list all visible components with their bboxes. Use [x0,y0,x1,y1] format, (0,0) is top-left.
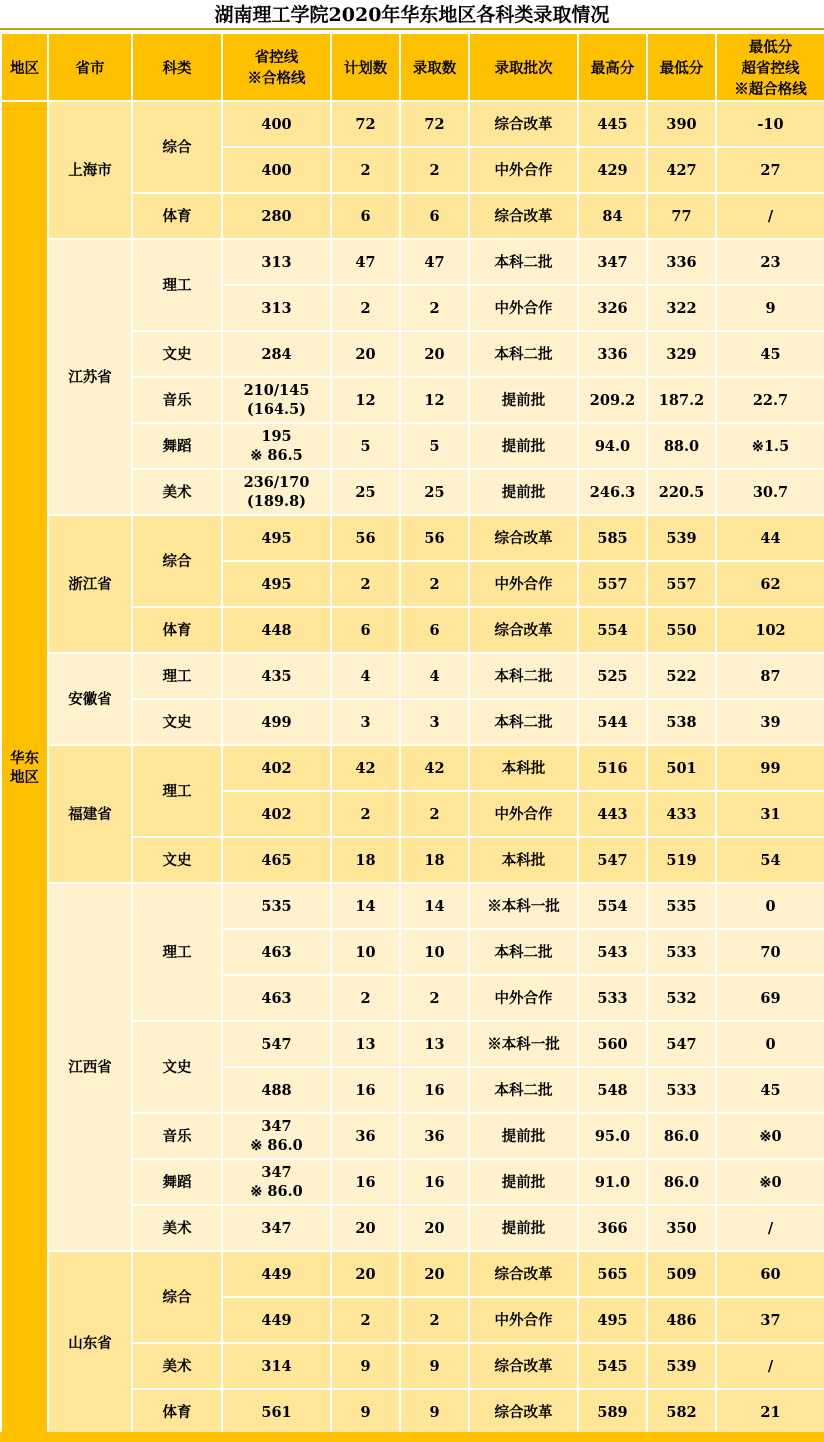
cell-min: 501 [647,745,716,791]
subject-cell: 理工 [132,239,222,331]
cell-plan: 6 [331,193,400,239]
cell-min: 350 [647,1205,716,1251]
cell-batch: 综合改革 [469,1251,578,1297]
cell-plan: 2 [331,791,400,837]
cell-admitted: 9 [400,1389,469,1435]
header-min-score: 最低分 [647,33,716,101]
cell-line: 210/145 (164.5) [222,377,331,423]
cell-plan: 36 [331,1113,400,1159]
cell-plan: 47 [331,239,400,285]
cell-over: 44 [716,515,824,561]
cell-min: 533 [647,1067,716,1113]
cell-batch: 综合改革 [469,1389,578,1435]
cell-plan: 25 [331,469,400,515]
cell-batch: 中外合作 [469,561,578,607]
cell-plan: 4 [331,653,400,699]
cell-admitted: 42 [400,745,469,791]
cell-min: 539 [647,515,716,561]
cell-min: 547 [647,1021,716,1067]
subject-cell: 舞蹈 [132,1159,222,1205]
cell-max: 585 [578,515,647,561]
cell-min: 486 [647,1297,716,1343]
cell-min: 220.5 [647,469,716,515]
cell-plan: 42 [331,745,400,791]
cell-line: 314 [222,1343,331,1389]
cell-batch: 提前批 [469,423,578,469]
cell-line: 313 [222,239,331,285]
cell-admitted: 4 [400,653,469,699]
cell-batch: ※本科一批 [469,1021,578,1067]
cell-admitted: 20 [400,1205,469,1251]
cell-over: 99 [716,745,824,791]
cell-min: 535 [647,883,716,929]
cell-plan: 5 [331,423,400,469]
cell-over: 45 [716,331,824,377]
cell-line: 195 ※ 86.5 [222,423,331,469]
subject-cell: 理工 [132,883,222,1021]
cell-admitted: 10 [400,929,469,975]
cell-over: 21 [716,1389,824,1435]
cell-admitted: 20 [400,1251,469,1297]
subject-cell: 文史 [132,331,222,377]
cell-max: 91.0 [578,1159,647,1205]
cell-max: 554 [578,883,647,929]
cell-admitted: 2 [400,561,469,607]
cell-max: 547 [578,837,647,883]
cell-min: 582 [647,1389,716,1435]
cell-over: 37 [716,1297,824,1343]
cell-plan: 20 [331,331,400,377]
cell-over: 69 [716,975,824,1021]
cell-plan: 2 [331,975,400,1021]
cell-over: 30.7 [716,469,824,515]
province-cell: 山东省 [48,1251,132,1435]
cell-over: 31 [716,791,824,837]
cell-over: / [716,193,824,239]
cell-admitted: 12 [400,377,469,423]
cell-batch: 中外合作 [469,975,578,1021]
cell-admitted: 6 [400,607,469,653]
subject-cell: 美术 [132,1205,222,1251]
cell-min: 509 [647,1251,716,1297]
cell-plan: 10 [331,929,400,975]
cell-plan: 20 [331,1251,400,1297]
cell-line: 448 [222,607,331,653]
cell-admitted: 56 [400,515,469,561]
cell-batch: 本科批 [469,837,578,883]
cell-over: / [716,1205,824,1251]
cell-line: 499 [222,699,331,745]
cell-line: 463 [222,975,331,1021]
cell-min: 533 [647,929,716,975]
cell-max: 495 [578,1297,647,1343]
cell-min: 519 [647,837,716,883]
cell-line: 465 [222,837,331,883]
cell-batch: ※本科一批 [469,883,578,929]
cell-line: 400 [222,147,331,193]
province-cell: 福建省 [48,745,132,883]
cell-max: 95.0 [578,1113,647,1159]
cell-line: 435 [222,653,331,699]
table-row [1,515,824,561]
cell-batch: 综合改革 [469,607,578,653]
cell-max: 246.3 [578,469,647,515]
cell-min: 86.0 [647,1113,716,1159]
cell-batch: 综合改革 [469,515,578,561]
cell-over: ※0 [716,1113,824,1159]
header-row [1,33,824,101]
cell-admitted: 5 [400,423,469,469]
cell-line: 488 [222,1067,331,1113]
cell-max: 589 [578,1389,647,1435]
cell-max: 543 [578,929,647,975]
cell-batch: 中外合作 [469,285,578,331]
cell-over: 0 [716,1021,824,1067]
table-row [1,653,824,699]
subject-cell: 美术 [132,469,222,515]
cell-over: 102 [716,607,824,653]
cell-max: 366 [578,1205,647,1251]
cell-min: 329 [647,331,716,377]
subject-cell: 文史 [132,699,222,745]
subject-cell: 文史 [132,1021,222,1113]
cell-line: 535 [222,883,331,929]
header-control-line: 省控线 ※合格线 [222,33,331,101]
cell-max: 445 [578,101,647,147]
cell-over: 87 [716,653,824,699]
cell-over: 60 [716,1251,824,1297]
cell-admitted: 2 [400,1297,469,1343]
cell-plan: 20 [331,1205,400,1251]
cell-batch: 本科批 [469,745,578,791]
cell-batch: 本科二批 [469,239,578,285]
cell-over: 27 [716,147,824,193]
cell-admitted: 16 [400,1159,469,1205]
cell-batch: 综合改革 [469,101,578,147]
province-cell: 江苏省 [48,239,132,515]
cell-min: 427 [647,147,716,193]
cell-over: 0 [716,883,824,929]
cell-admitted: 2 [400,791,469,837]
cell-admitted: 6 [400,193,469,239]
cell-max: 560 [578,1021,647,1067]
cell-max: 347 [578,239,647,285]
cell-line: 402 [222,745,331,791]
subject-cell: 综合 [132,1251,222,1343]
subject-cell: 音乐 [132,1113,222,1159]
cell-max: 336 [578,331,647,377]
cell-plan: 72 [331,101,400,147]
cell-max: 565 [578,1251,647,1297]
cell-over: ※1.5 [716,423,824,469]
cell-batch: 本科二批 [469,653,578,699]
cell-plan: 16 [331,1159,400,1205]
cell-admitted: 72 [400,101,469,147]
cell-batch: 本科二批 [469,929,578,975]
cell-max: 516 [578,745,647,791]
cell-min: 187.2 [647,377,716,423]
cell-over: 45 [716,1067,824,1113]
cell-line: 449 [222,1297,331,1343]
cell-max: 544 [578,699,647,745]
admission-table [0,32,824,1436]
cell-line: 561 [222,1389,331,1435]
subject-cell: 音乐 [132,377,222,423]
cell-admitted: 13 [400,1021,469,1067]
subject-cell: 理工 [132,653,222,699]
cell-min: 539 [647,1343,716,1389]
province-cell: 浙江省 [48,515,132,653]
cell-admitted: 14 [400,883,469,929]
cell-min: 322 [647,285,716,331]
cell-plan: 2 [331,285,400,331]
cell-batch: 中外合作 [469,1297,578,1343]
cell-batch: 本科二批 [469,699,578,745]
cell-over: 62 [716,561,824,607]
cell-plan: 9 [331,1343,400,1389]
cell-admitted: 20 [400,331,469,377]
cell-plan: 6 [331,607,400,653]
subject-cell: 理工 [132,745,222,837]
header-over-line: 最低分 超省控线 ※超合格线 [716,33,824,101]
cell-min: 88.0 [647,423,716,469]
cell-min: 538 [647,699,716,745]
cell-plan: 9 [331,1389,400,1435]
cell-admitted: 16 [400,1067,469,1113]
cell-admitted: 36 [400,1113,469,1159]
cell-line: 463 [222,929,331,975]
cell-plan: 2 [331,1297,400,1343]
cell-batch: 提前批 [469,1159,578,1205]
header-admitted: 录取数 [400,33,469,101]
cell-line: 236/170 (189.8) [222,469,331,515]
cell-over: 23 [716,239,824,285]
cell-plan: 3 [331,699,400,745]
header-batch: 录取批次 [469,33,578,101]
cell-min: 433 [647,791,716,837]
subject-cell: 舞蹈 [132,423,222,469]
cell-batch: 提前批 [469,1113,578,1159]
cell-max: 94.0 [578,423,647,469]
cell-batch: 提前批 [469,1205,578,1251]
cell-plan: 2 [331,147,400,193]
cell-over: -10 [716,101,824,147]
header-subject: 科类 [132,33,222,101]
cell-line: 347 [222,1205,331,1251]
cell-admitted: 2 [400,975,469,1021]
cell-plan: 18 [331,837,400,883]
subject-cell: 体育 [132,1389,222,1435]
cell-over: ※0 [716,1159,824,1205]
cell-max: 209.2 [578,377,647,423]
header-region: 地区 [1,33,48,101]
cell-max: 443 [578,791,647,837]
cell-over: 9 [716,285,824,331]
cell-min: 336 [647,239,716,285]
cell-over: 39 [716,699,824,745]
cell-plan: 56 [331,515,400,561]
cell-line: 495 [222,561,331,607]
cell-max: 554 [578,607,647,653]
cell-batch: 综合改革 [469,1343,578,1389]
cell-over: 54 [716,837,824,883]
cell-plan: 2 [331,561,400,607]
page-title: 湖南理工学院2020年华东地区各科类录取情况 [0,0,824,30]
cell-max: 557 [578,561,647,607]
header-plan: 计划数 [331,33,400,101]
cell-batch: 本科二批 [469,1067,578,1113]
table-row [1,101,824,147]
header-province: 省市 [48,33,132,101]
cell-line: 547 [222,1021,331,1067]
table-body [1,101,824,1435]
cell-batch: 综合改革 [469,193,578,239]
cell-min: 557 [647,561,716,607]
cell-max: 429 [578,147,647,193]
cell-max: 84 [578,193,647,239]
cell-over: / [716,1343,824,1389]
cell-min: 522 [647,653,716,699]
cell-batch: 中外合作 [469,791,578,837]
cell-admitted: 25 [400,469,469,515]
cell-batch: 中外合作 [469,147,578,193]
cell-line: 400 [222,101,331,147]
cell-admitted: 47 [400,239,469,285]
table-row [1,745,824,791]
table-row [1,883,824,929]
cell-min: 390 [647,101,716,147]
cell-line: 495 [222,515,331,561]
cell-batch: 本科二批 [469,331,578,377]
cell-line: 280 [222,193,331,239]
cell-min: 532 [647,975,716,1021]
cell-max: 326 [578,285,647,331]
cell-max: 548 [578,1067,647,1113]
cell-line: 347 ※ 86.0 [222,1159,331,1205]
cell-line: 313 [222,285,331,331]
subject-cell: 美术 [132,1343,222,1389]
cell-batch: 提前批 [469,469,578,515]
table-row [1,239,824,285]
cell-plan: 16 [331,1067,400,1113]
bottom-band [0,1432,824,1442]
subject-cell: 体育 [132,607,222,653]
cell-over: 22.7 [716,377,824,423]
province-cell: 安徽省 [48,653,132,745]
cell-min: 77 [647,193,716,239]
cell-line: 347 ※ 86.0 [222,1113,331,1159]
cell-max: 545 [578,1343,647,1389]
province-cell: 上海市 [48,101,132,239]
cell-line: 284 [222,331,331,377]
cell-plan: 14 [331,883,400,929]
province-cell: 江西省 [48,883,132,1251]
cell-plan: 12 [331,377,400,423]
cell-over: 70 [716,929,824,975]
subject-cell: 体育 [132,193,222,239]
cell-min: 550 [647,607,716,653]
header-max-score: 最高分 [578,33,647,101]
cell-min: 86.0 [647,1159,716,1205]
subject-cell: 综合 [132,515,222,607]
table-row [1,1251,824,1297]
cell-batch: 提前批 [469,377,578,423]
region-cell: 华东 地区 [1,101,48,1435]
cell-plan: 13 [331,1021,400,1067]
cell-line: 402 [222,791,331,837]
cell-admitted: 18 [400,837,469,883]
subject-cell: 文史 [132,837,222,883]
cell-max: 525 [578,653,647,699]
subject-cell: 综合 [132,101,222,193]
cell-admitted: 2 [400,285,469,331]
cell-admitted: 2 [400,147,469,193]
cell-line: 449 [222,1251,331,1297]
cell-admitted: 9 [400,1343,469,1389]
cell-admitted: 3 [400,699,469,745]
cell-max: 533 [578,975,647,1021]
